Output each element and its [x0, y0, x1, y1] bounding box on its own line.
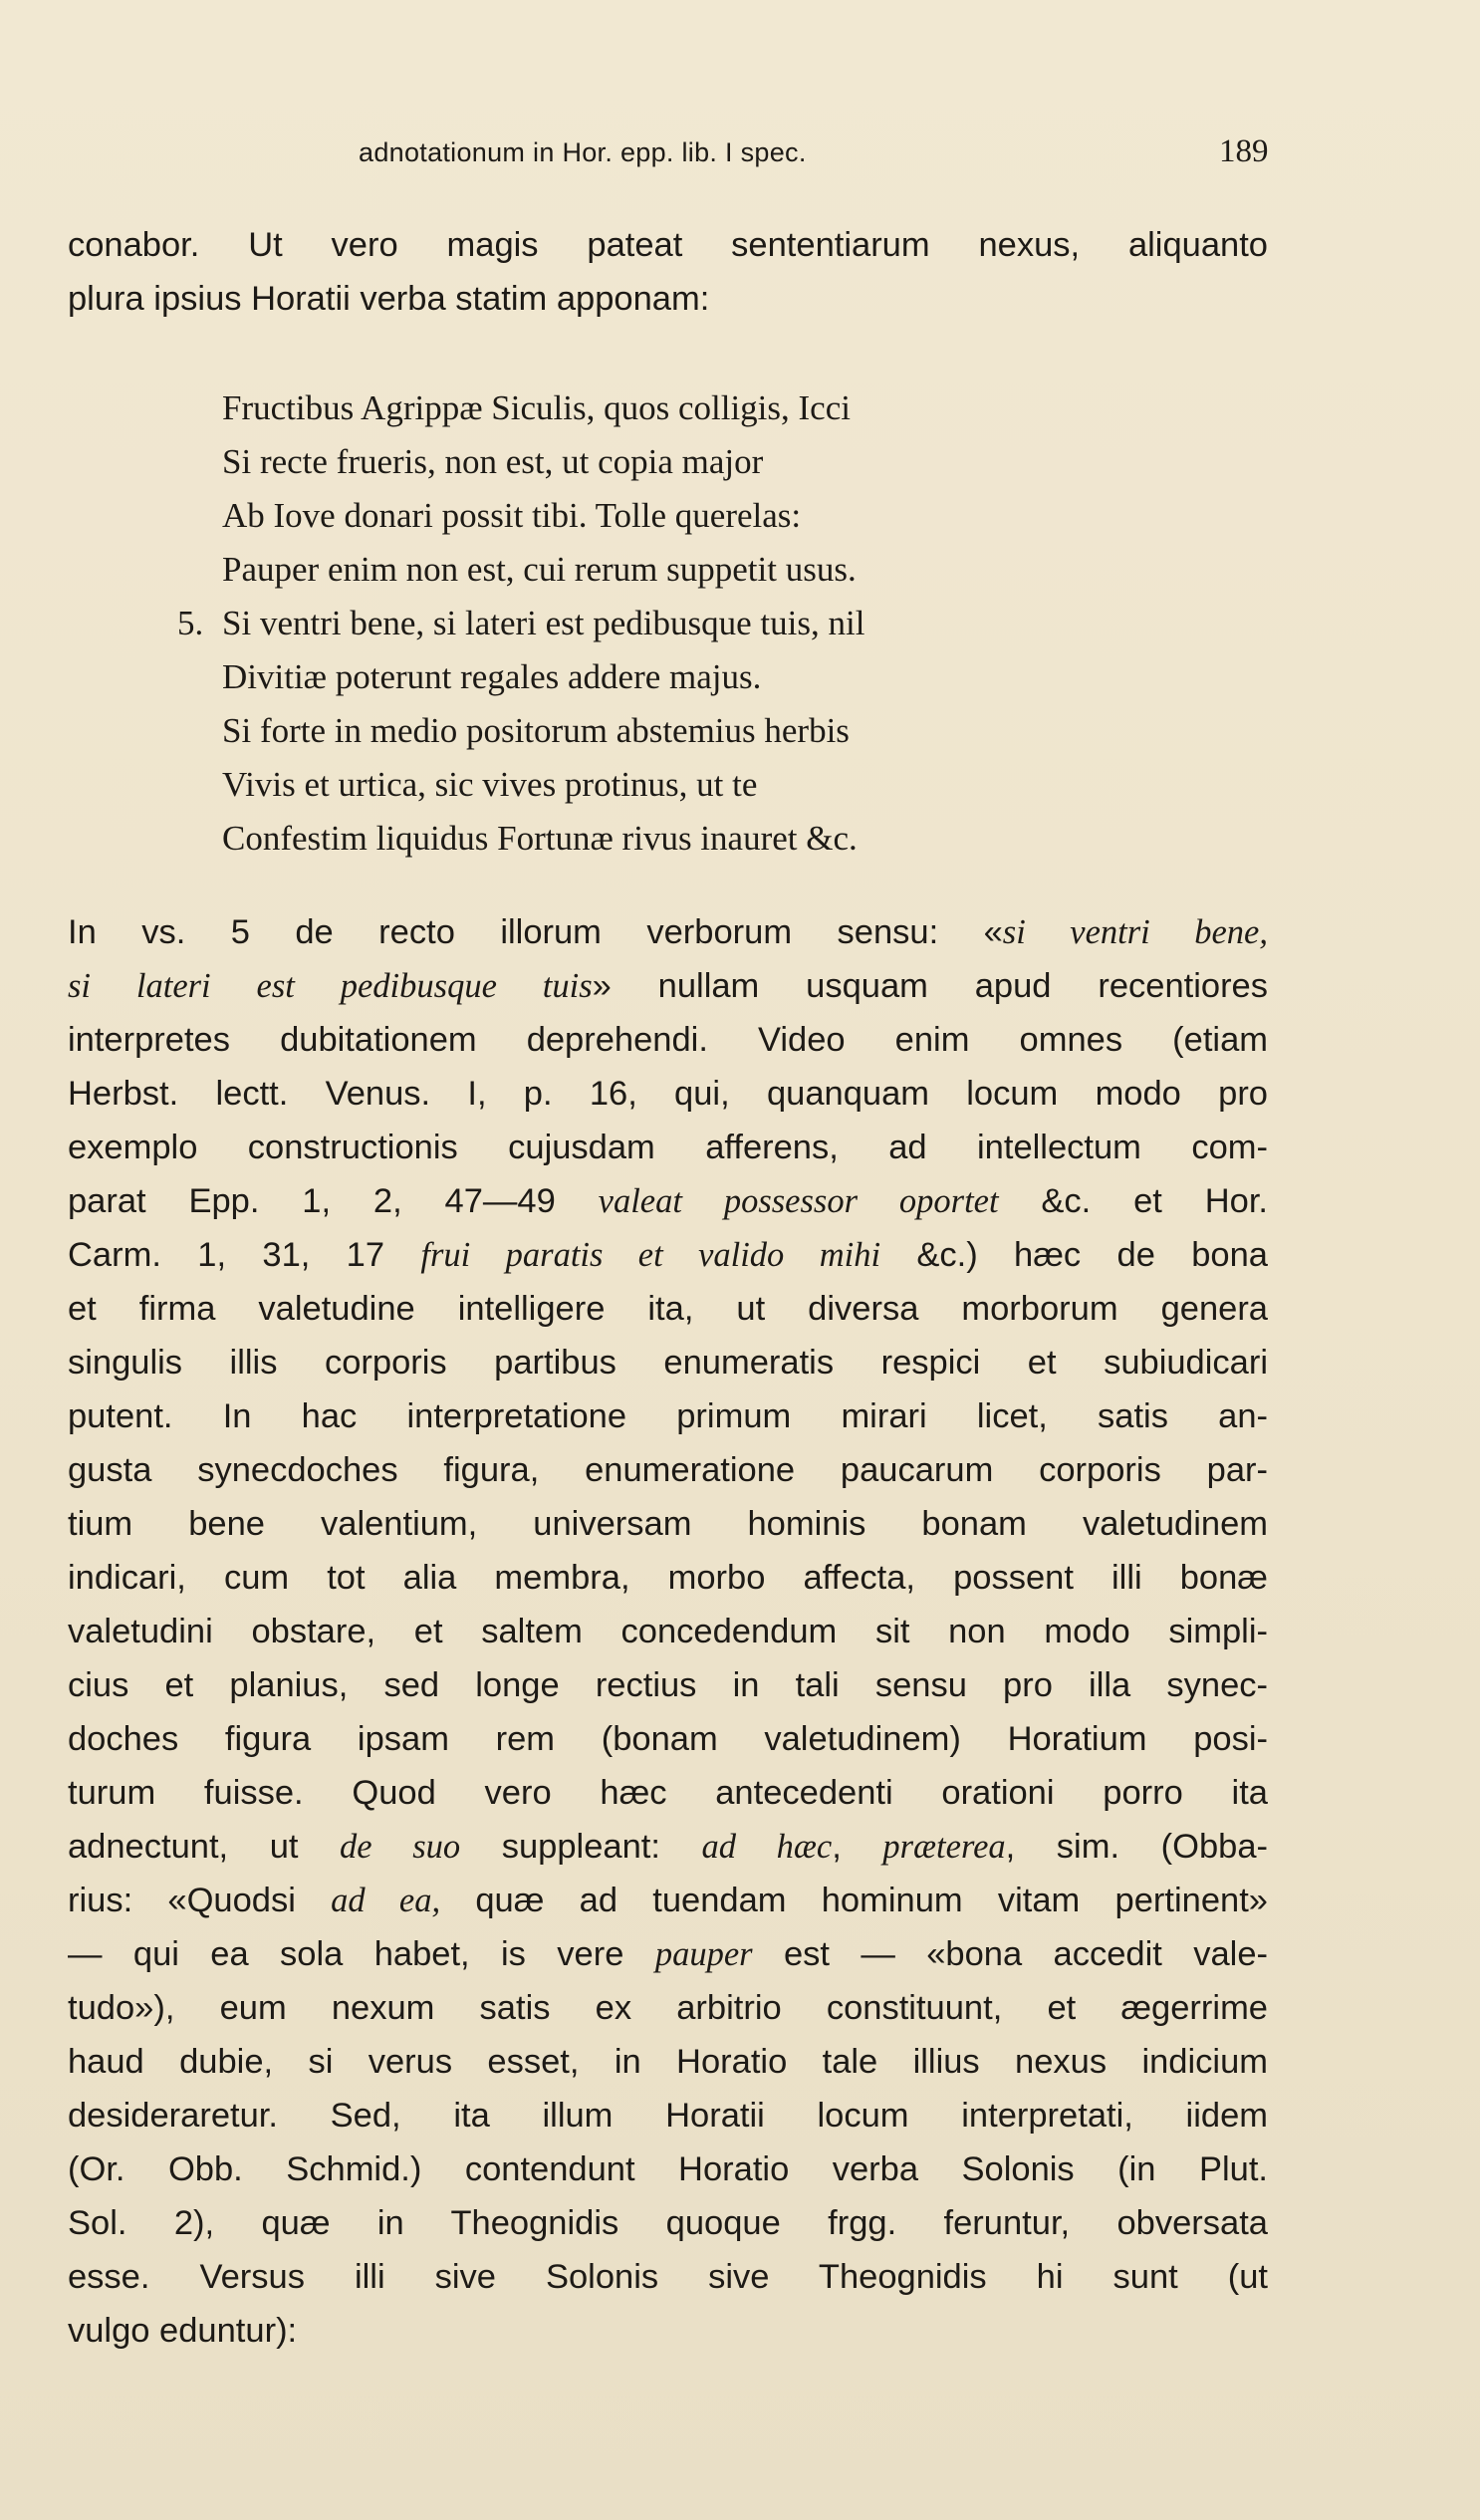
text-line: tudo»), eum nexum satis ex arbitrio constituunt, et ægerrime [68, 1989, 1268, 2027]
text-line: Carm. 1, 31, 17 frui paratis et valido mihi &c.) hæc de bona [68, 1236, 1268, 1274]
verse-line: Confestim liquidus Fortunæ rivus inauret &c. [222, 819, 858, 858]
text-line: cius et planius, sed longe rectius in tali sensu pro illa synec- [68, 1666, 1268, 1704]
text-line: Sol. 2), quæ in Theognidis quoque frgg. feruntur, obversata [68, 2204, 1268, 2242]
text-line: putent. In hac interpretatione primum mirari licet, satis an- [68, 1397, 1268, 1435]
verse-line: Pauper enim non est, cui rerum suppetit usus. [222, 550, 857, 589]
text-line: singulis illis corporis partibus enumeratis respici et subiudicari [68, 1344, 1268, 1382]
running-head [0, 133, 1480, 177]
text-line: (Or. Obb. Schmid.) contendunt Horatio verba Solonis (in Plut. [68, 2150, 1268, 2188]
verse-line: Fructibus Agrippæ Siculis, quos colligis, Icci [222, 388, 851, 427]
text-line: — qui ea sola habet, is vere pauper est — «bona accedit vale- [68, 1935, 1269, 1973]
verse-line: Si recte frueris, non est, ut copia major [222, 442, 764, 481]
page-number: 189 [1219, 133, 1269, 169]
text-line: doches figura ipsam rem (bonam valetudinem) Horatium posi- [68, 1720, 1268, 1758]
running-title: adnotationum in Hor. epp. lib. I spec. [359, 137, 807, 167]
verse-line: Divitiæ poterunt regales addere majus. [222, 657, 762, 696]
text-line: gusta synecdoches figura, enumeratione paucarum corporis par- [68, 1451, 1268, 1489]
text-line: tium bene valentium, universam hominis bonam valetudinem [68, 1505, 1268, 1543]
text-line: adnectunt, ut de suo suppleant: ad hæc, præterea, sim. (Obba- [68, 1828, 1268, 1866]
verse-line: Ab Iove donari possit tibi. Tolle querelas: [222, 496, 802, 535]
text-line: si lateri est pedibusque tuis» nullam usquam apud recentiores [68, 967, 1268, 1005]
text-line: vulgo eduntur): [68, 2312, 298, 2350]
verse-line: Si ventri bene, si lateri est pedibusque tuis, nil [222, 604, 865, 642]
text-line: rius: «Quodsi ad ea, quæ ad tuendam hominum vitam pertinent» [68, 1882, 1268, 1919]
verse-line-number: 5. [177, 604, 204, 642]
text-line: turum fuisse. Quod vero hæc antecedenti orationi porro ita [68, 1774, 1268, 1812]
verse-line: Vivis et urtica, sic vives protinus, ut te [222, 765, 758, 804]
text-line: indicari, cum tot alia membra, morbo affecta, possent illi bonæ [68, 1559, 1268, 1597]
text-line: interpretes dubitationem deprehendi. Video enim omnes (etiam [68, 1021, 1268, 1059]
text-line: conabor. Ut vero magis pateat sententiarum nexus, aliquanto [68, 226, 1268, 264]
text-line: In vs. 5 de recto illorum verborum sensu: «si ventri bene, [68, 913, 1268, 951]
text-line: desideraretur. Sed, ita illum Horatii locum interpretati, iidem [68, 2097, 1268, 2135]
text-line: parat Epp. 1, 2, 47—49 valeat possessor oportet &c. et Hor. [68, 1182, 1268, 1220]
verse-line: Si forte in medio positorum abstemius herbis [222, 711, 850, 750]
text-line: exemplo constructionis cujusdam afferens, ad intellectum com- [68, 1129, 1268, 1166]
text-line: et firma valetudine intelligere ita, ut diversa morborum genera [68, 1290, 1268, 1328]
text-line: valetudini obstare, et saltem concedendum sit non modo simpli- [68, 1613, 1268, 1650]
text-line: esse. Versus illi sive Solonis sive Theognidis hi sunt (ut [68, 2258, 1268, 2296]
text-line: haud dubie, si verus esset, in Horatio tale illius nexus indicium [68, 2043, 1268, 2081]
text-line: Herbst. lectt. Venus. I, p. 16, qui, quanquam locum modo pro [68, 1075, 1268, 1113]
text-line: plura ipsius Horatii verba statim apponam: [68, 280, 710, 318]
